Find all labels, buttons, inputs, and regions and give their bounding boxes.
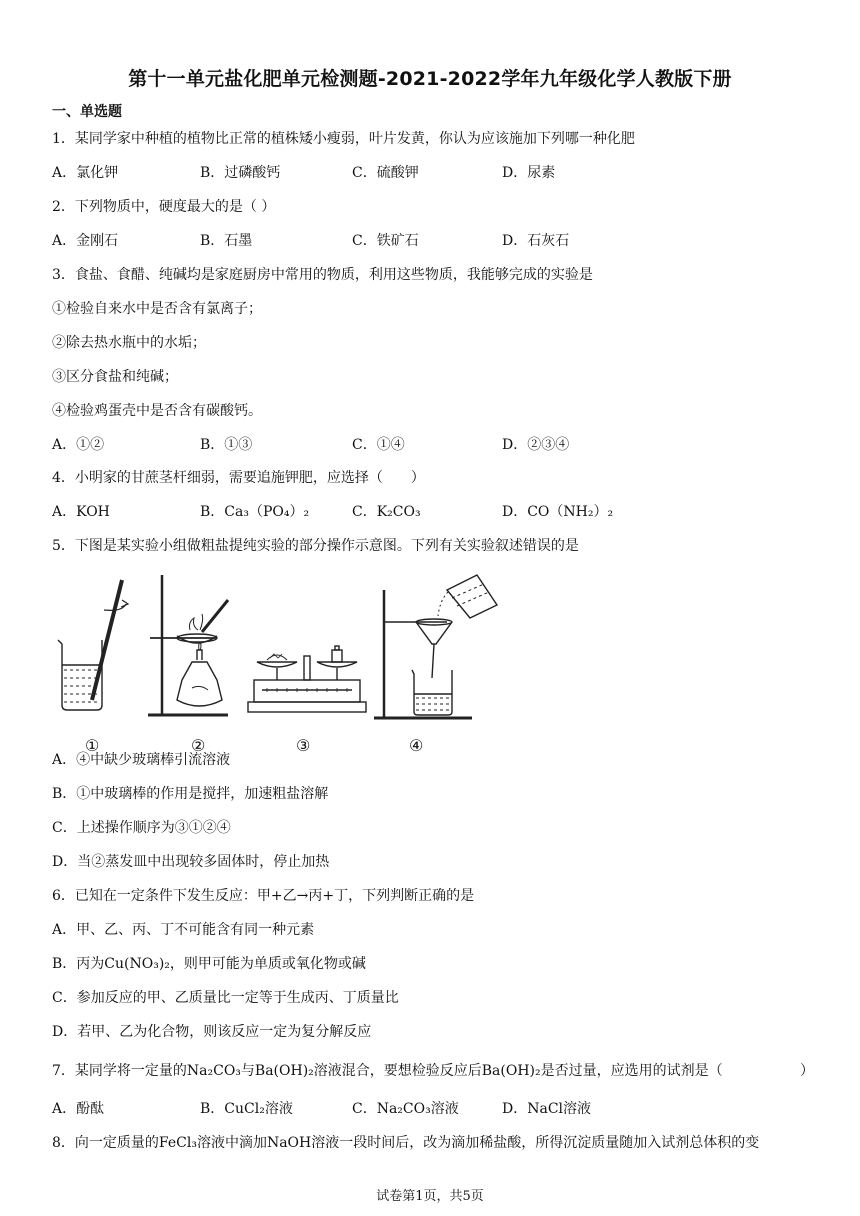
option-a: A．氯化钾 xyxy=(52,165,119,181)
question-4-stem: 4．小明家的甘蔗茎杆细弱，需要追施钾肥，应选择（ ） xyxy=(52,470,425,486)
question-5-option-a: A．④中缺少玻璃棒引流溶液 xyxy=(52,752,231,768)
question-5-stem: 5．下图是某实验小组做粗盐提纯实验的部分操作示意图。下列有关实验叙述错误的是 xyxy=(52,538,579,554)
question-3-item-1: ①检验自来水中是否含有氯离子； xyxy=(52,301,262,317)
option-c: C．K₂CO₃ xyxy=(352,504,421,520)
option-a: A．①② xyxy=(52,437,105,453)
option-b: B．Ca₃（PO₄）₂ xyxy=(200,504,310,520)
question-3-item-4: ④检验鸡蛋壳中是否含有碳酸钙。 xyxy=(52,403,262,419)
option-b: B．①③ xyxy=(200,437,253,453)
question-5-option-b: B．①中玻璃棒的作用是搅拌，加速粗盐溶解 xyxy=(52,786,329,802)
question-5-option-c: C．上述操作顺序为③①②④ xyxy=(52,820,231,836)
option-c: C．Na₂CO₃溶液 xyxy=(352,1101,459,1117)
filtration-illustration xyxy=(374,575,497,718)
section-heading: 一、单选题 xyxy=(52,104,122,120)
question-2-stem: 2．下列物质中，硬度最大的是（ ） xyxy=(52,199,276,215)
option-b: B．过磷酸钙 xyxy=(200,165,281,181)
option-b: B．CuCl₂溶液 xyxy=(200,1101,293,1117)
question-3-item-2: ②除去热水瓶中的水垢； xyxy=(52,335,206,351)
question-7-answer-paren: ） xyxy=(800,1063,814,1079)
option-c: C．①④ xyxy=(352,437,405,453)
option-d: D．尿素 xyxy=(502,165,556,181)
lab-apparatus-figure xyxy=(52,570,512,730)
figure-label-4: ④ xyxy=(409,736,424,755)
option-d: D．石灰石 xyxy=(502,233,570,249)
question-6-stem: 6．已知在一定条件下发生反应：甲+乙→丙+丁，下列判断正确的是 xyxy=(52,888,475,904)
question-6-option-b: B．丙为Cu(NO₃)₂，则甲可能为单质或氧化物或碱 xyxy=(52,956,366,972)
question-7-stem: 7．某同学将一定量的Na₂CO₃与Ba(OH)₂溶液混合，要想检验反应后Ba(OH)₂是否过量，应选用的试剂是（ xyxy=(52,1063,723,1079)
figure-label-2: ② xyxy=(191,736,206,755)
page-title: 第十一单元盐化肥单元检测题-2021-2022学年九年级化学人教版下册 xyxy=(128,68,732,90)
question-5-option-d: D．当②蒸发皿中出现较多固体时，停止加热 xyxy=(52,854,330,870)
figure-label-3: ③ xyxy=(296,736,311,755)
question-8-stem: 8．向一定质量的FeCl₃溶液中滴加NaOH溶液一段时间后，改为滴加稀盐酸，所得沉淀质量随加入试剂总体积的变 xyxy=(52,1135,760,1151)
question-3-item-3: ③区分食盐和纯碱； xyxy=(52,369,178,385)
question-3-stem: 3．食盐、食醋、纯碱均是家庭厨房中常用的物质，利用这些物质，我能够完成的实验是 xyxy=(52,267,593,283)
option-b: B．石墨 xyxy=(200,233,253,249)
page-footer: 试卷第1页，共5页 xyxy=(376,1189,484,1204)
question-6-option-a: A．甲、乙、丙、丁不可能含有同一种元素 xyxy=(52,922,315,938)
beaker-stirring-illustration xyxy=(58,580,128,710)
figure-label-1: ① xyxy=(85,736,100,755)
option-d: D．NaCl溶液 xyxy=(502,1101,592,1117)
question-6-option-c: C．参加反应的甲、乙质量比一定等于生成丙、丁质量比 xyxy=(52,990,399,1006)
option-c: C．硫酸钾 xyxy=(352,165,419,181)
balance-illustration xyxy=(248,646,366,712)
option-c: C．铁矿石 xyxy=(352,233,419,249)
option-d: D．CO（NH₂）₂ xyxy=(502,504,614,520)
evaporation-illustration xyxy=(148,575,228,715)
option-a: A．KOH xyxy=(52,504,110,520)
option-a: A．酚酞 xyxy=(52,1101,105,1117)
option-a: A．金刚石 xyxy=(52,233,119,249)
question-1-stem: 1．某同学家中种植的植物比正常的植株矮小瘦弱，叶片发黄，你认为应该施加下列哪一种化肥 xyxy=(52,131,635,147)
question-6-option-d: D．若甲、乙为化合物，则该反应一定为复分解反应 xyxy=(52,1024,372,1040)
option-d: D．②③④ xyxy=(502,437,570,453)
